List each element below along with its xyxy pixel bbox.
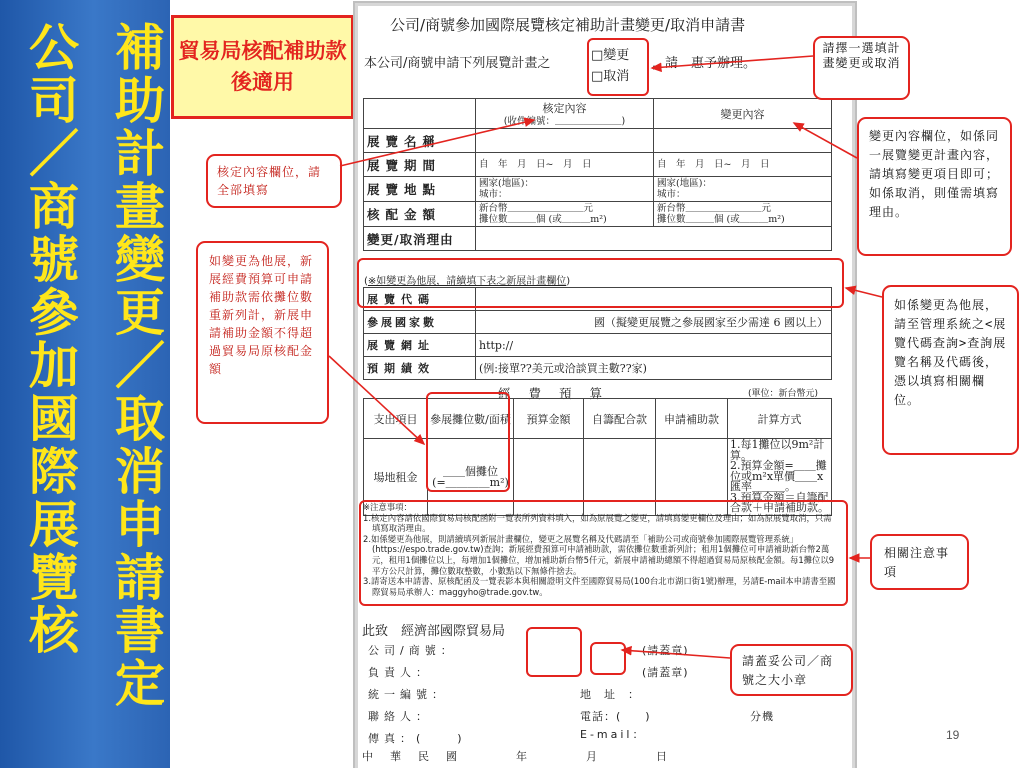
budget-arrow — [329, 356, 424, 444]
receipt-number[interactable]: (收件編號：＿＿＿＿＿＿＿) — [503, 116, 626, 127]
owner-stamp-hint: (請蓋章) — [642, 666, 689, 679]
contact-label: 聯絡人： — [368, 710, 432, 723]
phone-label: 電話：( ) — [580, 710, 651, 723]
booth-count-cell[interactable]: ＿＿個攤位 (=＿＿＿＿m²) — [428, 439, 514, 516]
approved-place-cell[interactable]: 國家(地區)： 城市： — [476, 177, 654, 202]
slide-title-column-1: 補助計畫變更／取消申請書定 — [115, 19, 165, 713]
changed-period-cell[interactable]: 自 年 月 日~ 月 日 — [654, 153, 832, 177]
page-number: 19 — [946, 728, 960, 742]
changed-amount-cell[interactable]: 新台幣＿＿＿＿＿＿＿＿元 攤位數＿＿＿個 (或＿＿＿m²) — [654, 202, 832, 227]
choose-arrow — [652, 56, 813, 68]
calc-method-cell: 1.每1攤位以9m²計算。 2.預算金額=＿＿攤位或m²x單價＿＿x匯率＿＿＿。 3.預算金額＝自籌配合款＋申請補助款。 — [728, 439, 832, 516]
calc-method-header: 計算方式 — [728, 399, 832, 439]
changed-header: 變更內容 — [654, 99, 832, 129]
approved-period-cell[interactable]: 自 年 月 日~ 月 日 — [476, 153, 654, 177]
note-item: 2.如係變更為他展，則請續填列新展計畫欄位，變更之展覽名稱及代碼請至「補助公司或商號參加國際展覽管理系統」(https://espo.trade.gov.tw)查詢；新展經費預算可申請補助款，需依攤位數重新列計；租用1個攤位可申請補助新台幣2萬元，租用1個攤位以上，每增加1個攤位，增加補助新台幣5仟元，新展申請補助總額不得超過貿易局原核配金額。每1攤位以9平方公尺計算，攤位數取整數，小數點以下無條件捨去。 — [363, 533, 835, 576]
address-label: 地 址 ： — [580, 688, 640, 701]
new-exhibit-note-text: ※如變更為他展，請續填下表之新展計畫欄位 — [367, 276, 567, 287]
code-arrow — [846, 288, 882, 297]
date-line: 中 華 民 國 年 月 日 — [362, 750, 670, 763]
approved-amount-cell[interactable]: 新台幣＿＿＿＿＿＿＿＿元 攤位數＿＿＿個 (或＿＿＿m²) — [476, 202, 654, 227]
applicability-badge: 貿易局核配補助款後適用 — [171, 15, 354, 119]
owner-label: 負責人： — [368, 666, 432, 679]
addressee-line: 此致 經濟部國際貿易局 — [362, 624, 506, 639]
cancel-checkbox[interactable]: □取消 — [591, 69, 630, 84]
company-stamp-hint: (請蓋章) — [642, 644, 689, 657]
expected-performance-label: 預期績效 — [364, 357, 476, 380]
exhibition-period-label: 展覽期間 — [364, 153, 476, 177]
budget-amount-header: 預算金額 — [514, 399, 584, 439]
changed-place-cell[interactable]: 國家(地區)： 城市： — [654, 177, 832, 202]
exhibition-name-label: 展覽名稱 — [364, 129, 476, 153]
form-intro-end: ，請 惠予辦理。 — [652, 56, 757, 71]
apply-subsidy-header: 申請補助款 — [656, 399, 728, 439]
change-arrow — [794, 123, 857, 158]
budget-unit: (單位：新台幣元) — [748, 389, 819, 399]
exhibition-code-label: 展覽代碼 — [364, 288, 476, 311]
change-content-callout: 變更內容欄位，如係同一展覽變更計畫內容，請填寫變更項目即可；如係取消，則僅需填寫理由。 — [857, 117, 1012, 256]
note-item: 3.請寄送本申請書、原核配函及一覽表影本與相關證明文件至國際貿易局(100台北市湖口街1號)辦理，另請E-mail本申請書至國際貿易局承辦人：maggyho@trade.gov.tw。 — [363, 576, 836, 597]
exhibition-place-label: 展覽地點 — [364, 177, 476, 202]
approved-content-callout: 核定內容欄位，請全部填寫 — [206, 154, 342, 208]
stamp-arrow — [622, 650, 730, 658]
country-count-cell[interactable]: 國（擬變更展覽之參展國家至少需達 6 國以上） — [476, 311, 832, 334]
slide-title-column-2: 公司／商號參加國際展覽核 — [29, 19, 79, 660]
stamp-callout: 請蓋妥公司／商號之大小章 — [730, 644, 853, 696]
reason-label: 變更/取消理由 — [364, 227, 476, 251]
fax-label: 傳真：( ) — [368, 732, 467, 745]
approved-header: 核定內容 — [542, 102, 587, 115]
exhibition-site-label: 展覽網址 — [364, 334, 476, 357]
notes-callout: 相關注意事項 — [870, 534, 969, 590]
venue-rent-label: 場地租金 — [364, 439, 428, 516]
budget-title: 經費預算 — [498, 386, 621, 401]
note-item: 1.核定內容請依國際貿易局核配函附一覽表所列資料填入，如為原展覽之變更，請填寫變更欄位及理由；如為原展覽取消，只需填寫取消理由。 — [363, 512, 832, 534]
change-checkbox[interactable]: □變更 — [591, 48, 630, 63]
country-count-label: 參展國家數 — [364, 311, 476, 334]
email-label: E-mail： — [580, 728, 647, 741]
expected-performance-cell[interactable]: (例:接單??美元或洽談買主數??家) — [476, 357, 832, 380]
expense-item-header: 支出項目 — [364, 399, 428, 439]
choose-option-callout: 請擇一選填計畫變更或取消 — [813, 36, 910, 100]
booth-area-header: 參展攤位數/面積 — [428, 399, 514, 439]
approved-amount-label: 核配金額 — [364, 202, 476, 227]
extension-label: 分機 — [750, 710, 774, 723]
company-label: 公司/商號： — [368, 644, 457, 657]
exhibition-code-callout: 如係變更為他展，請至管理系統之<展覽代碼查詢>查詢展覽名稱及代碼後，憑以填寫相關欄位。 — [882, 285, 1019, 455]
note-heading: ※注意事項： — [363, 502, 412, 512]
exhibition-site-cell[interactable]: http:// — [476, 334, 832, 357]
new-budget-callout: 如變更為他展，新展經費預算可申請補助款需依攤位數重新列計，新展申請補助金額不得超過貿易局原核配金額 — [196, 241, 329, 424]
new-exhibit-note: (※如變更為他展，請續填下表之新展計畫欄位) — [364, 276, 571, 287]
form-intro: 本公司/商號申請下列展覽計畫之 — [364, 56, 551, 71]
tax-id-label: 統一編號： — [368, 688, 448, 701]
form-title: 公司/商號參加國際展覽核定補助計畫變更/取消申請書 — [390, 16, 746, 34]
self-fund-header: 自籌配合款 — [584, 399, 656, 439]
approved-arrow — [340, 120, 534, 166]
